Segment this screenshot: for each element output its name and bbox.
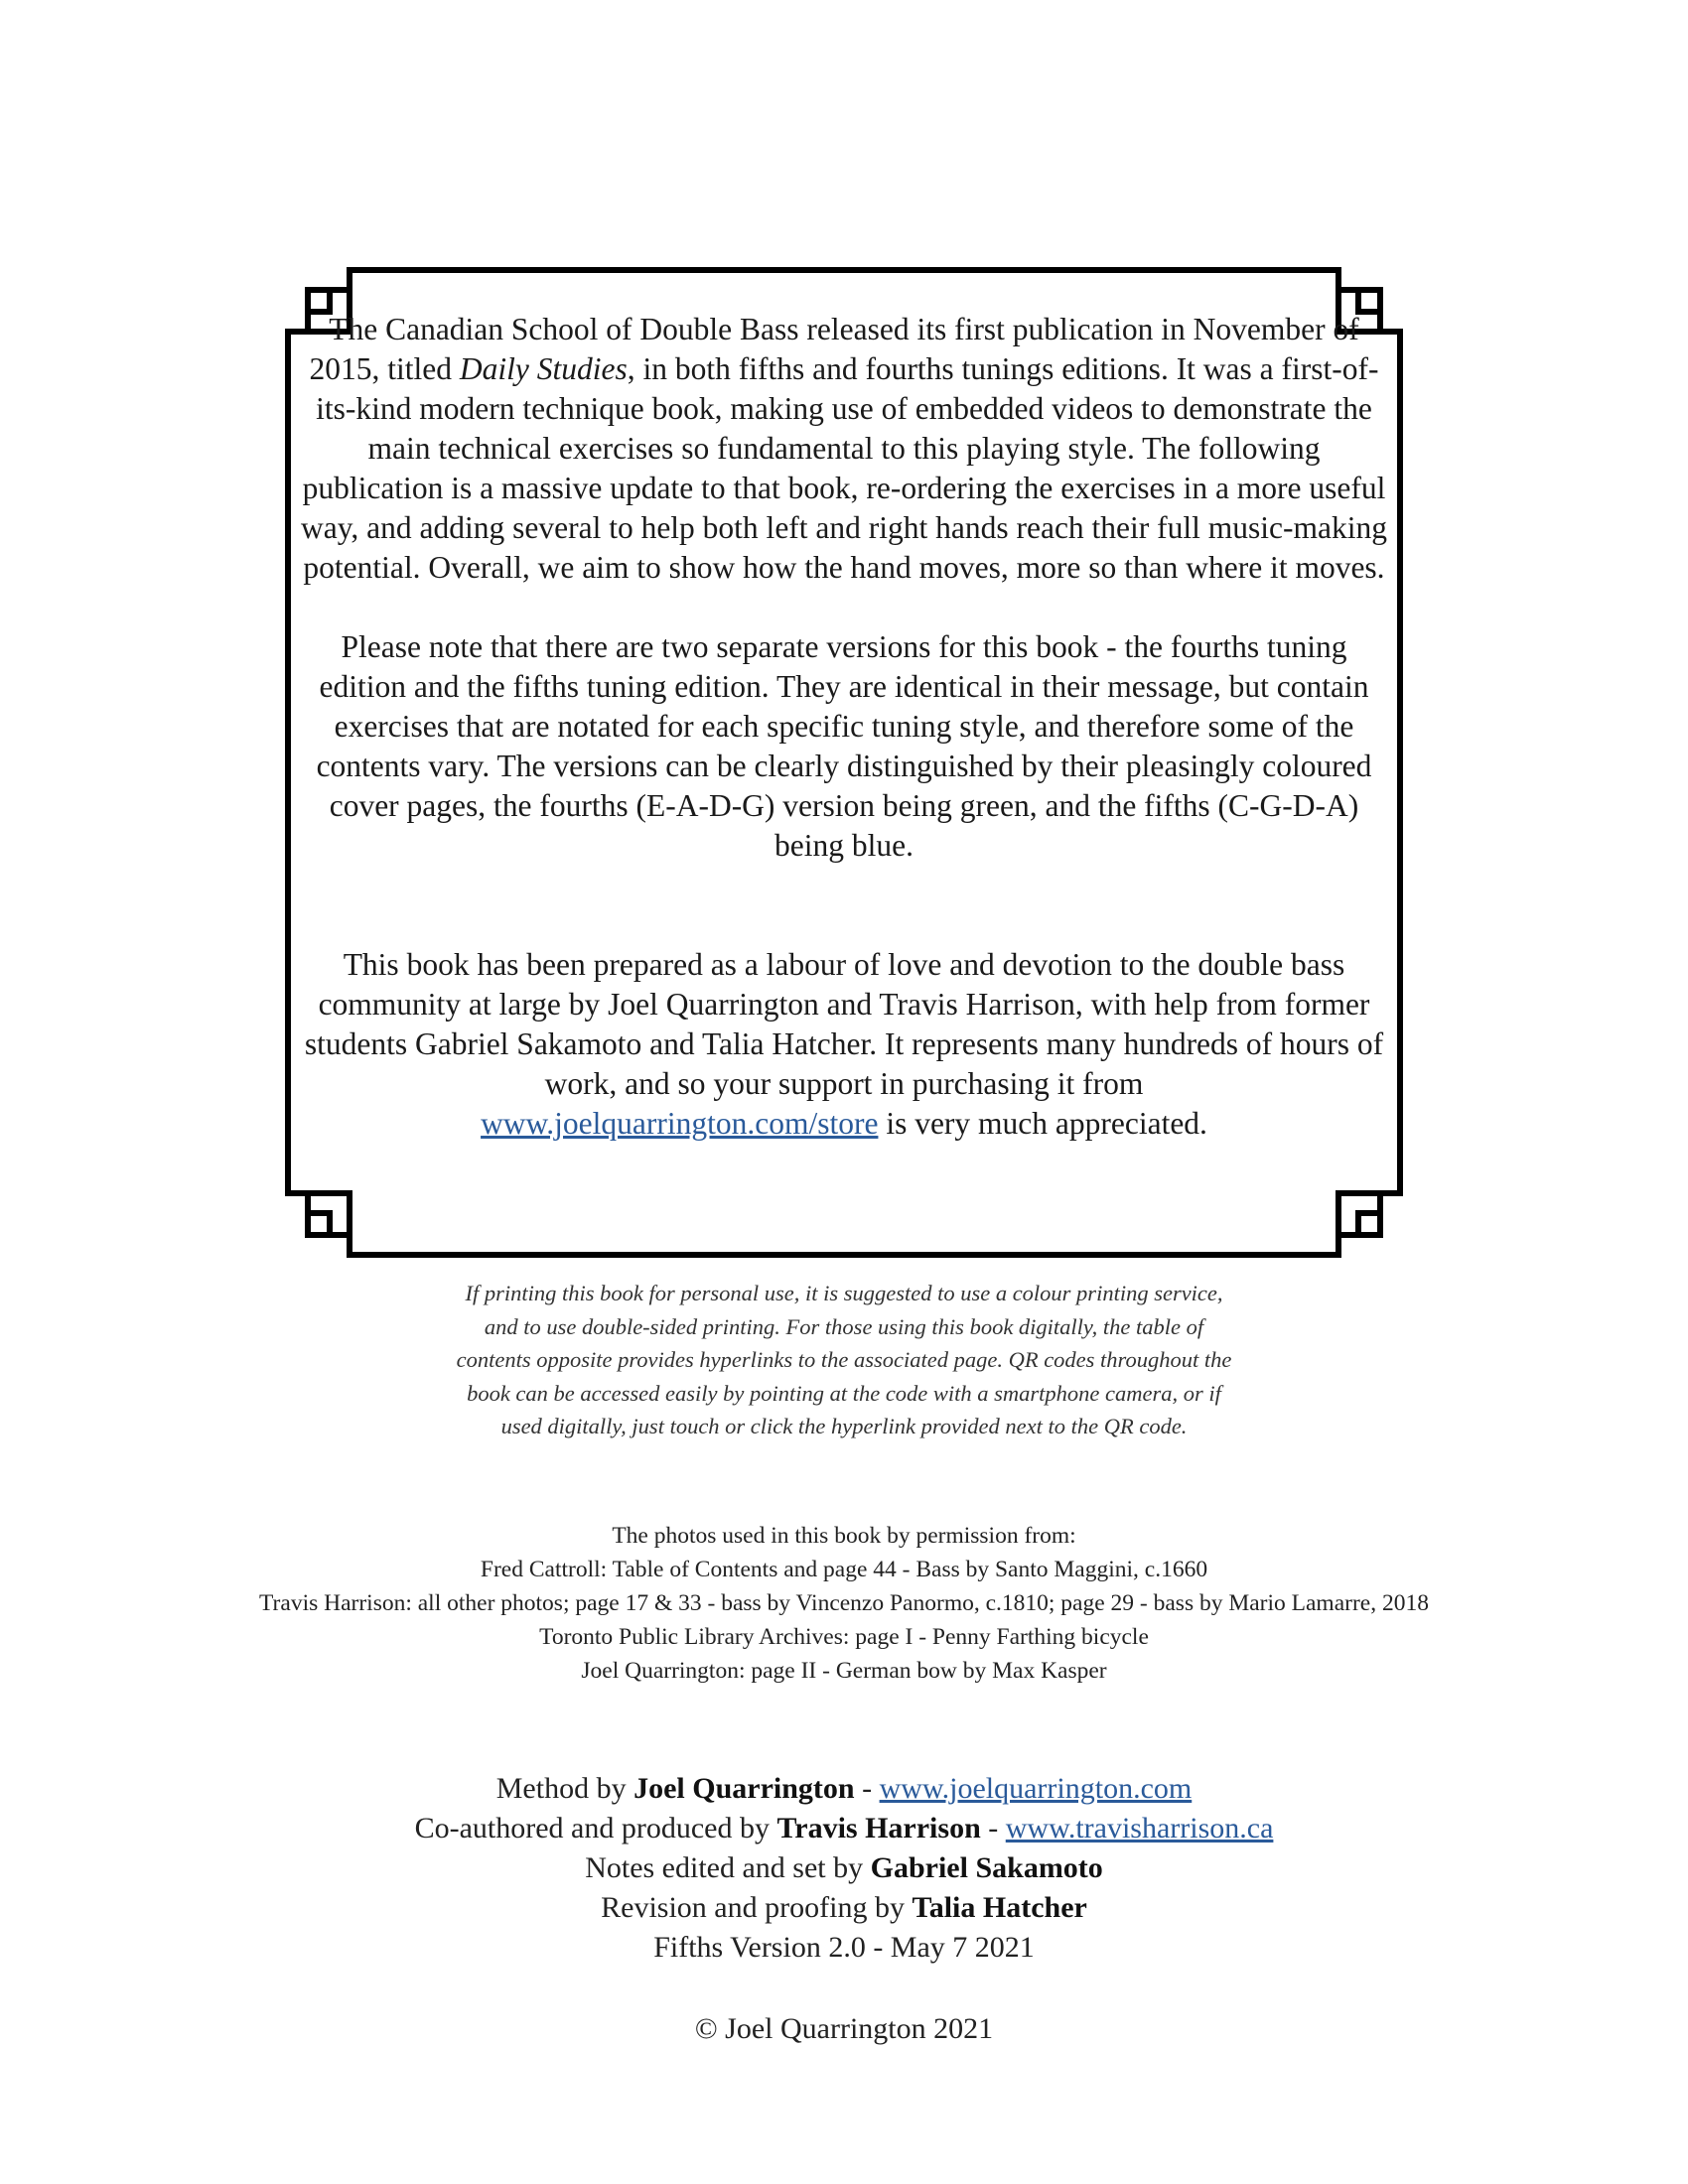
photo-credit-line: Fred Cattroll: Table of Contents and page 44 - Bass by Santo Maggini, c.1660	[480, 1557, 1208, 1582]
note-line: If printing this book for personal use, it is suggested to use a colour printing service,	[465, 1281, 1223, 1305]
intro-paragraph-2: Please note that there are two separate versions for this book - the fourths tuning edition and the fifths tuning edition. They are identical in their message, but contain exercises that are notated for each specific tuning style, and therefore some of the contents vary. The versions can be clearly distinguished by their pleasingly coloured cover pages, the fourths (E-A-D-G) version being green, and the fifths (C-G-D-A) being blue.	[316, 629, 1372, 863]
intro-paragraph-1: The Canadian School of Double Bass released its first publication in November of 2015, titled Daily Studies, in both fifths and fourths tunings editions. It was a first-of-its-kind modern technique book, making use of embedded videos to demonstrate the main technical exercises so fundamental to this playing style. The following publication is a massive update to that book, re-ordering the exercises in a more useful way, and adding several to help both left and right hands reach their full music-making potential. Overall, we aim to show how the hand moves, more so than where it moves.	[300, 312, 1387, 585]
note-line: book can be accessed easily by pointing at the code with a smartphone camera, or if	[467, 1380, 1221, 1406]
note-line: used digitally, just touch or click the hyperlink provided next to the QR code.	[500, 1414, 1188, 1438]
author-name: Joel Quarrington	[633, 1772, 855, 1805]
book-title-daily-studies: Daily Studies	[459, 351, 628, 386]
travisharrison-link[interactable]: www.travisharrison.ca	[1005, 1812, 1274, 1844]
credit-method: Method by Joel Quarrington - www.joelquarrington.com	[495, 1772, 1193, 1805]
copyright-notice: © Joel Quarrington 2021	[694, 2012, 994, 2045]
note-line: and to use double-sided printing. For those using this book digitally, the table of	[484, 1313, 1204, 1339]
photo-credit-line: Toronto Public Library Archives: page I - Penny Farthing bicycle	[539, 1624, 1149, 1650]
joelquarrington-link[interactable]: www.joelquarrington.com	[879, 1772, 1193, 1805]
photo-credit-line: Travis Harrison: all other photos; page 17 & 33 - bass by Vincenzo Panormo, c.1810; page 29 - bass by Mario Lamarre, 2018	[259, 1590, 1429, 1616]
note-line: contents opposite provides hyperlinks to the associated page. QR codes throughout the	[456, 1347, 1232, 1372]
credit-revision: Revision and proofing by Talia Hatcher	[601, 1891, 1087, 1924]
editor-name: Gabriel Sakamoto	[870, 1851, 1103, 1884]
credit-coauthor: Co-authored and produced by Travis Harrison - www.travisharrison.ca	[414, 1812, 1274, 1844]
store-link[interactable]: www.joelquarrington.com/store	[481, 1106, 879, 1141]
photo-credits	[60, 1519, 1628, 1688]
intro-text-box	[298, 310, 1390, 1144]
credit-notes: Notes edited and set by Gabriel Sakamoto	[585, 1851, 1103, 1884]
photo-credit-line: Joel Quarrington: page II - German bow by Max Kasper	[581, 1658, 1107, 1684]
proofreader-name: Talia Hatcher	[912, 1891, 1087, 1924]
version-line: Fifths Version 2.0 - May 7 2021	[653, 1931, 1035, 1964]
photo-credits-heading: The photos used in this book by permission from:	[612, 1523, 1076, 1549]
author-credits	[199, 1769, 1489, 1968]
coauthor-name: Travis Harrison	[776, 1812, 981, 1844]
printing-note	[377, 1277, 1311, 1443]
intro-paragraph-3: This book has been prepared as a labour of love and devotion to the double bass community at large by Joel Quarrington and Travis Harrison, with help from former students Gabriel Sakamoto and Talia Hatcher. It represents many hundreds of hours of work, and so your support in purchasing it from www.joelquarrington.com/store is very much appreciated.	[304, 947, 1384, 1141]
